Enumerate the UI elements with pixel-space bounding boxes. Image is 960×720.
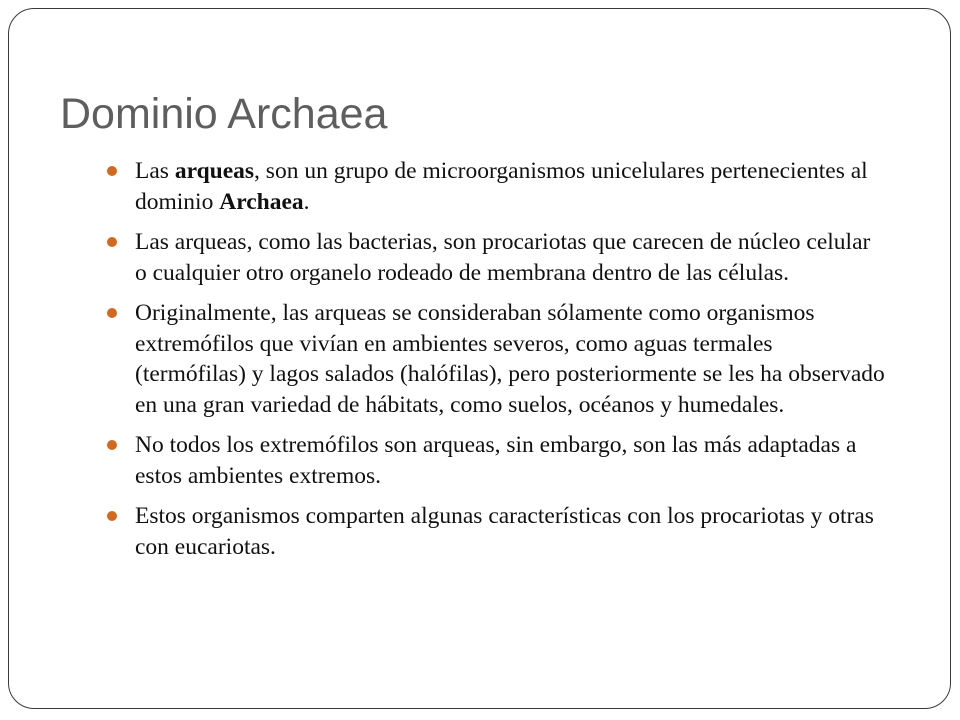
bullet-text: Las arqueas, como las bacterias, son procariotas que carecen de núcleo celular o cualquier otro organelo rodeado de membrana dentro de las células. — [135, 229, 871, 286]
bold-term-archaea: Archaea — [219, 188, 304, 215]
bullet-dot-icon — [107, 440, 117, 450]
bullet-item — [105, 430, 885, 491]
bullet-item — [105, 156, 885, 217]
bold-term-arqueas: arqueas — [174, 158, 255, 184]
bullet-list — [105, 156, 885, 572]
bullet-text: Estos organismos comparten algunas características con los procariotas y otras con eucariotas. — [135, 503, 874, 560]
bullet-item — [105, 298, 885, 420]
bullet-dot-icon — [107, 237, 117, 247]
text-segment: . — [303, 188, 310, 215]
bullet-text — [135, 158, 868, 215]
bullet-item — [105, 501, 885, 562]
bullet-text: No todos los extremófilos son arqueas, sin embargo, son las más adaptadas a estos ambientes extremos. — [135, 432, 857, 489]
text-segment: , son un grupo de microorganismos unicelulares pertenecientes al dominio — [135, 158, 868, 215]
bullet-dot-icon — [107, 166, 117, 176]
text-segment: Las — [135, 158, 175, 184]
bullet-text: Originalmente, las arqueas se consideraban sólamente como organismos extremófilos que vivían en ambientes severos, como aguas termales (termófilas) y lagos salados (halófilas), pero posteriormente se les ha observado en una gran variedad de hábitats, como suelos, océanos y humedales. — [135, 300, 885, 418]
slide-title: Dominio Archaea — [60, 90, 388, 138]
bullet-dot-icon — [107, 308, 117, 318]
bullet-dot-icon — [107, 511, 117, 521]
bullet-item — [105, 227, 885, 288]
